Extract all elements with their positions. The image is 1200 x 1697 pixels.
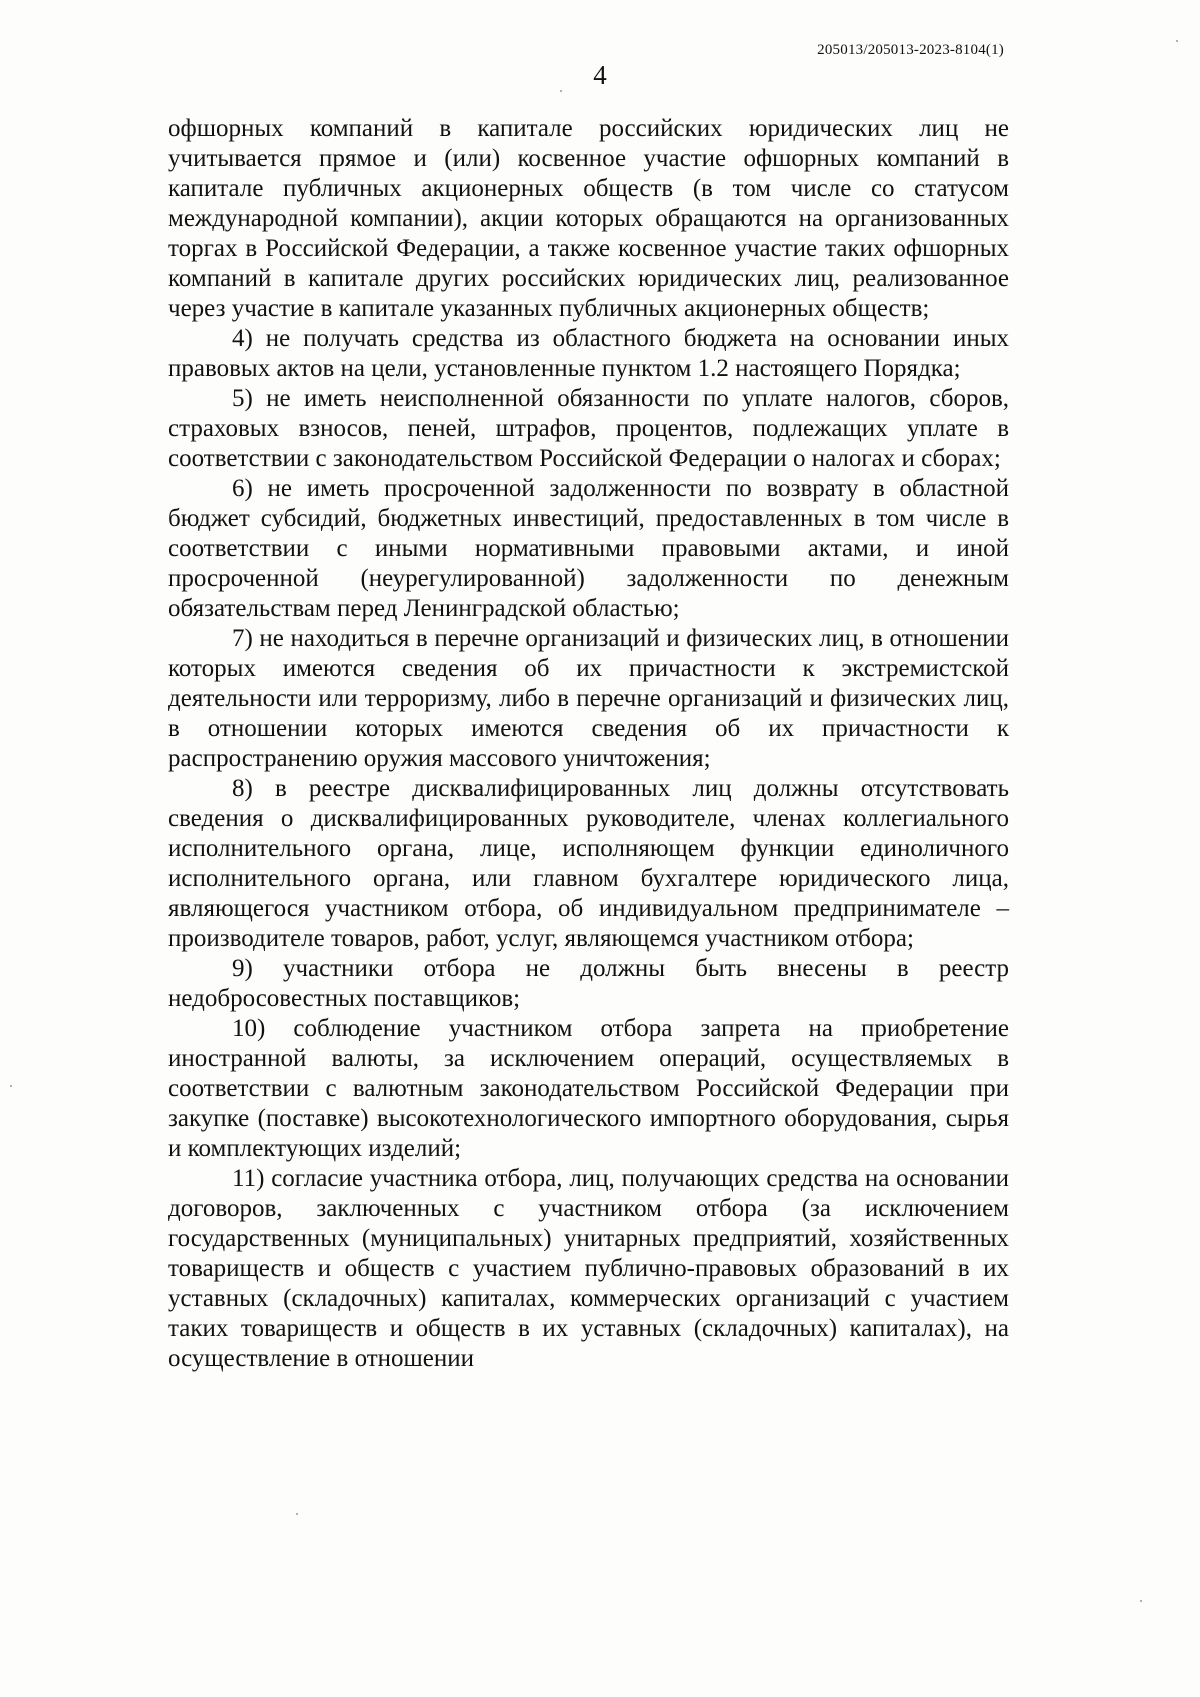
paragraph-item-11: 11) согласие участника отбора, лиц, получающих средства на основании договоров, заключенных с участником отбора (за исключением государственных (муниципальных) унитарных предприятий, хозяйственных товариществ и обществ с участием публично-правовых образований в их уставных (складочных) капиталах, коммерческих организаций с участием таких товариществ и обществ в их уставных (складочных) капиталах), на осуществление в отношении: [168, 1165, 1009, 1372]
scan-speck: [1176, 40, 1178, 42]
scan-speck: [1140, 1600, 1142, 1602]
paragraph-item-10: 10) соблюдение участником отбора запрета на приобретение иностранной валюты, за исключением операций, осуществляемых в соответствии с валютным законодательством Российской Федерации при закупке (поставке) высокотехнологического импортного оборудования, сырья и комплектующих изделий;: [168, 1015, 1009, 1162]
scan-speck: [296, 1513, 298, 1515]
scan-speck: [560, 90, 562, 92]
paragraph-item-4: 4) не получать средства из областного бюджета на основании иных правовых актов на цели, установленные пунктом 1.2 настоящего Порядка;: [168, 325, 1009, 382]
paragraph-item-5: 5) не иметь неисполненной обязанности по уплате налогов, сборов, страховых взносов, пеней, штрафов, процентов, подлежащих уплате в соответствии с законодательством Российской Федерации о налогах и сборах;: [168, 385, 1009, 472]
paragraph-offshore-participation: офшорных компаний в капитале российских юридических лиц не учитывается прямое и (или) косвенное участие офшорных компаний в капитале публичных акционерных обществ (в том числе со статусом международной компании), акции которых обращаются на организованных торгах в Российской Федерации, а также косвенное участие таких офшорных компаний в капитале других российских юридических лиц, реализованное через участие в капитале указанных публичных акционерных обществ;: [168, 115, 1009, 322]
document-body: [168, 114, 1009, 1374]
document-id: 205013/205013-2023-8104(1): [817, 42, 1004, 58]
page-number: 4: [593, 60, 607, 90]
paragraph-item-7: 7) не находиться в перечне организаций и физических лиц, в отношении которых имеются сведения об их причастности к экстремистской деятельности или терроризму, либо в перечне организаций и физических лиц, в отношении которых имеются сведения об их причастности к распространению оружия массового уничтожения;: [168, 625, 1009, 772]
scan-speck: [10, 1085, 12, 1087]
paragraph-item-6: 6) не иметь просроченной задолженности по возврату в областной бюджет субсидий, бюджетных инвестиций, предоставленных в том числе в соответствии с иными нормативными правовыми актами, и иной просроченной (неурегулированной) задолженности по денежным обязательствам перед Ленинградской областью;: [168, 475, 1009, 622]
paragraph-item-8: 8) в реестре дисквалифицированных лиц должны отсутствовать сведения о дисквалифицированных руководителе, членах коллегиального исполнительного органа, лице, исполняющем функции единоличного исполнительного органа, или главном бухгалтере юридического лица, являющегося участником отбора, об индивидуальном предпринимателе – производителе товаров, работ, услуг, являющемся участником отбора;: [168, 775, 1009, 952]
paragraph-item-9: 9) участники отбора не должны быть внесены в реестр недобросовестных поставщиков;: [168, 955, 1009, 1012]
